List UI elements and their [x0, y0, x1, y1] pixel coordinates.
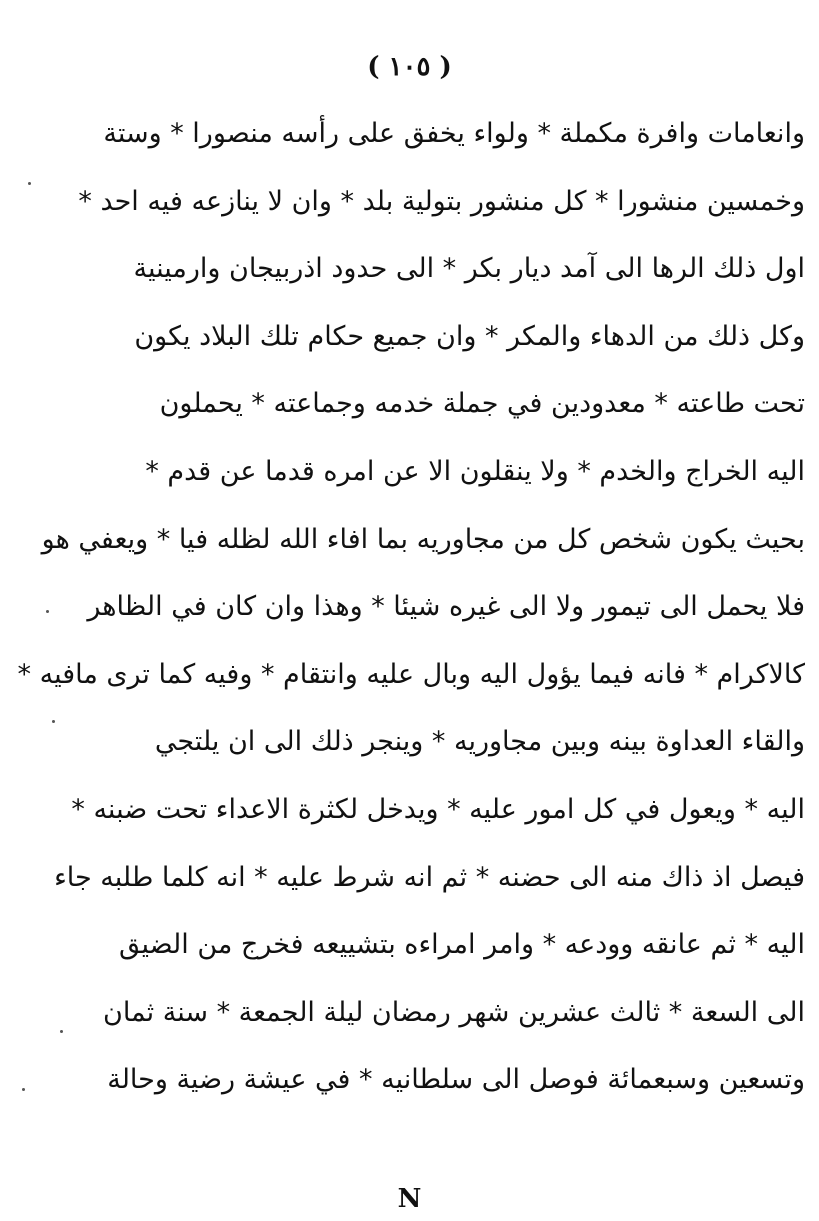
paper-speck [46, 610, 49, 613]
text-line-8: فلا يحمل الى تيمور ولا الى غيره شيئا * وهذا وان كان في الظاهر [87, 591, 805, 623]
text-line-3: اول ذلك الرها الى آمد ديار بكر * الى حدود اذربيجان وارمينية [133, 253, 805, 285]
signature-mark: N [397, 1184, 422, 1214]
text-line-14: الى السعة * ثالث عشرين شهر رمضان ليلة الجمعة * سنة ثمان [102, 996, 805, 1028]
text-line-13: اليه * ثم عانقه وودعه * وامر امراءه بتشييعه فخرج من الضيق [118, 929, 805, 961]
text-line-12: فيصل اذ ذاك منه الى حضنه * ثم انه شرط عليه * انه كلما طلبه جاء [54, 861, 805, 893]
paper-speck [52, 720, 55, 723]
text-line-6: اليه الخراج والخدم * ولا ينقلون الا عن امره قدما عن قدم * [145, 455, 805, 487]
text-line-2: وخمسين منشورا * كل منشور بتولية بلد * وان لا ينازعه فيه احد * [78, 185, 805, 217]
text-line-15: وتسعين وسبعمائة فوصل الى سلطانيه * في عيشة رضية وحالة [107, 1064, 805, 1096]
text-line-1: وانعامات وافرة مكملة * ولواء يخفق على رأسه منصورا * وستة [103, 118, 805, 149]
paper-speck [28, 182, 31, 185]
text-line-11: اليه * ويعول في كل امور عليه * ويدخل لكثرة الاعداء تحت ضبنه * [71, 793, 805, 825]
text-line-5: تحت طاعته * معدودين في جملة خدمه وجماعته * يحملون [159, 388, 805, 420]
paper-speck [60, 1030, 63, 1033]
text-line-4: وكل ذلك من الدهاء والمكر * وان جميع حكام تلك البلاد يكون [134, 320, 805, 352]
page-number: ( ١٠٥ ) [367, 52, 452, 82]
text-line-10: والقاء العداوة بينه وبين مجاوريه * وينجر ذلك الى ان يلتجي [154, 726, 805, 758]
text-line-7: بحيث يكون شخص كل من مجاوريه بما افاء الله لظله فيا * ويعفي هو [41, 523, 805, 555]
text-line-9: كالاكرام * فانه فيما يؤول اليه وبال عليه وانتقام * وفيه كما ترى مافيه * [17, 658, 805, 690]
main-text-block [17, 100, 805, 1114]
paper-speck [22, 1088, 25, 1091]
